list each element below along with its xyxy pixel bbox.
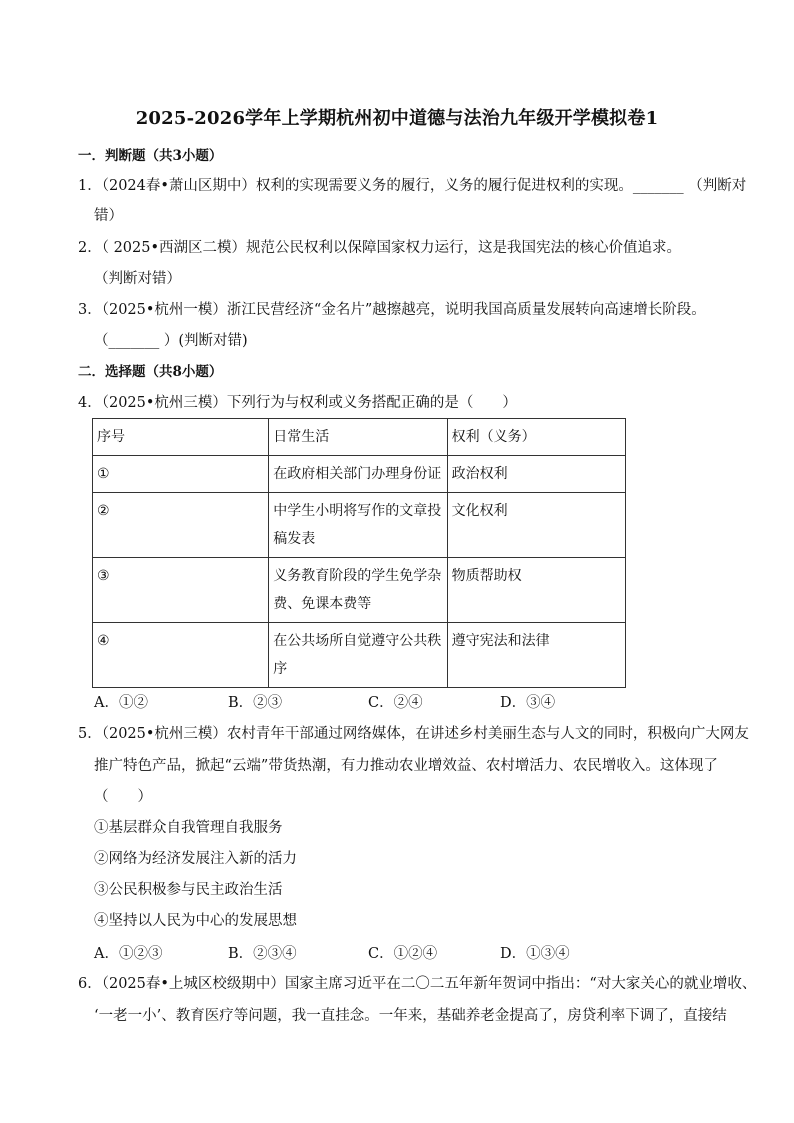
question-4-table xyxy=(92,418,626,688)
question-2-line-2: （判断对错） xyxy=(94,271,181,287)
table-row xyxy=(93,493,626,558)
table-row xyxy=(93,456,626,493)
table-row xyxy=(93,623,626,688)
table-cell-right: 文化权利 xyxy=(447,493,625,558)
table-cell-life xyxy=(269,558,447,623)
table-cell-text: 义务教育阶段的学生免学杂 xyxy=(273,568,442,584)
section-heading-choice: 二．选择题（共8小题） xyxy=(78,364,223,380)
question-5-item: ②网络为经济发展注入新的活力 xyxy=(94,851,297,867)
question-1-line-2: 错） xyxy=(94,208,123,224)
table-cell-text: 在公共场所自觉遵守公共秩 xyxy=(273,633,442,649)
table-header-cell: 权利（义务） xyxy=(447,419,625,456)
table-header-row xyxy=(93,419,626,456)
option-a[interactable]: A．①②③ xyxy=(94,946,163,962)
table-cell-life xyxy=(269,493,447,558)
question-5-item: ①基层群众自我管理自我服务 xyxy=(94,820,283,836)
question-2-line-1: 2．（ 2025•西湖区二模）规范公民权利以保障国家权力运行，这是我国宪法的核心价值追求。 xyxy=(78,240,682,256)
option-c[interactable]: C．②④ xyxy=(368,695,423,711)
question-4-stem: 4．（2025•杭州三模）下列行为与权利或义务搭配正确的是（ ） xyxy=(78,395,517,411)
question-3-line-2: （_______ ）(判断对错) xyxy=(94,333,248,349)
section-heading-judgment: 一．判断题（共3小题） xyxy=(78,148,223,164)
table-cell-number: ① xyxy=(93,456,269,493)
question-5-line-3: （ ） xyxy=(94,789,152,805)
table-cell-life xyxy=(269,456,447,493)
question-5-item: ④坚持以人民为中心的发展思想 xyxy=(94,913,297,929)
table-cell-right: 遵守宪法和法律 xyxy=(447,623,625,688)
question-3-line-1: 3．（2025•杭州一模）浙江民营经济“金名片”越擦越亮，说明我国高质量发展转向高速增长阶段。 xyxy=(78,302,706,318)
table-row xyxy=(93,558,626,623)
question-6-line-2: ‘一老一小’、教育医疗等问题，我一直挂念。一年来，基础养老金提高了，房贷利率下调了，直接结 xyxy=(94,1008,727,1024)
table-cell-text: 中学生小明将写作的文章投 xyxy=(273,503,442,519)
question-4-options xyxy=(94,691,614,711)
option-b[interactable]: B．②③④ xyxy=(228,946,297,962)
question-5-item: ③公民积极参与民主政治生活 xyxy=(94,882,283,898)
table-cell-text: 费、免课本费等 xyxy=(273,596,372,612)
option-c[interactable]: C．①②④ xyxy=(368,946,438,962)
table-cell-text: 稿发表 xyxy=(273,531,316,547)
table-cell-text: 在政府相关部门办理身份证 xyxy=(273,466,442,482)
option-d[interactable]: D．③④ xyxy=(500,695,556,711)
question-6-line-1: 6．（2025春•上城区校级期中）国家主席习近平在二〇二五年新年贺词中指出：“对大家关心的就业增收、 xyxy=(78,976,757,992)
question-1-line-1: 1．（2024春•萧山区期中）权利的实现需要义务的履行，义务的履行促进权利的实现。_______ （判断对 xyxy=(78,178,747,194)
table-cell-text: 序 xyxy=(273,661,288,677)
table-cell-number: ④ xyxy=(93,623,269,688)
table-header-cell: 日常生活 xyxy=(269,419,447,456)
option-b[interactable]: B．②③ xyxy=(228,695,283,711)
table-cell-right: 物质帮助权 xyxy=(447,558,625,623)
question-5-options xyxy=(94,942,614,962)
table-header-cell: 序号 xyxy=(93,419,269,456)
page-title: 2025-2026学年上学期杭州初中道德与法治九年级开学模拟卷1 xyxy=(135,108,659,129)
option-d[interactable]: D．①③④ xyxy=(500,946,570,962)
table-cell-number: ② xyxy=(93,493,269,558)
question-5-line-1: 5．（2025•杭州三模）农村青年干部通过网络媒体，在讲述乡村美丽生态与人文的同时，积极向广大网友 xyxy=(78,726,749,742)
option-a[interactable]: A．①② xyxy=(94,695,148,711)
table-cell-number: ③ xyxy=(93,558,269,623)
table-cell-right: 政治权利 xyxy=(447,456,625,493)
question-5-line-2: 推广特色产品，掀起“云端”带货热潮，有力推动农业增效益、农村增活力、农民增收入。这体现了 xyxy=(94,758,718,774)
table-cell-life xyxy=(269,623,447,688)
